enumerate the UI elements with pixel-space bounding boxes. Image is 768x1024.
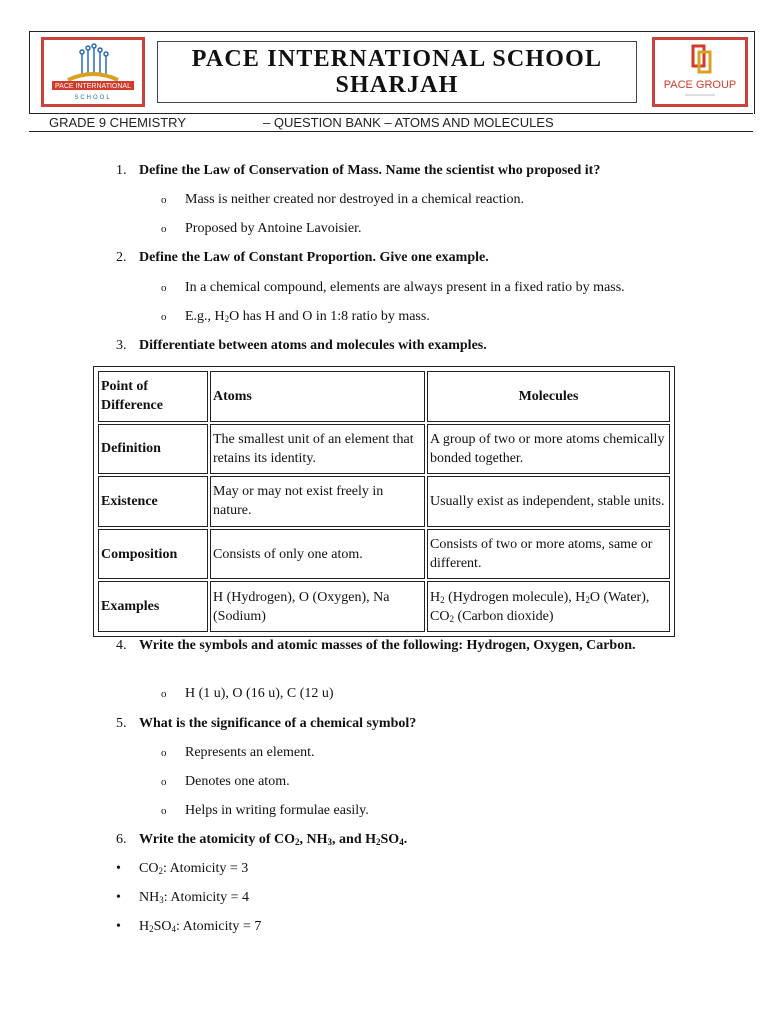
dot-bullet-icon: • (116, 919, 121, 934)
circle-bullet-icon: o (161, 776, 167, 788)
answer-text: $CO_2$: Atomicity = 3 (139, 861, 249, 876)
table-header-row (98, 371, 670, 422)
circle-bullet-icon: o (161, 282, 167, 294)
pace-international-logo (41, 37, 145, 107)
svg-text:PACE INTERNATIONAL: PACE INTERNATIONAL (55, 83, 131, 90)
table-cell: Usually exist as independent, stable units. (427, 476, 670, 527)
school-city: SHARJAH (335, 72, 459, 98)
answer-text: Mass is neither created nor destroyed in a chemical reaction. (185, 192, 524, 207)
question-number: 2. (116, 250, 127, 265)
question-text: Define the Law of Constant Proportion. Give one example. (139, 250, 489, 265)
table-row (98, 581, 670, 632)
answer-text: Helps in writing formulae easily. (185, 803, 369, 818)
question-text: What is the significance of a chemical symbol? (139, 716, 417, 731)
table-header-cell: Point of Difference (98, 371, 208, 422)
question-text: Write the symbols and atomic masses of the following: Hydrogen, Oxygen, Carbon. (139, 638, 636, 653)
svg-text:SCHOOL: SCHOOL (74, 95, 112, 101)
question-text: Write the atomicity of $CO_2$, $NH_3$, and $H_2SO_4$. (139, 832, 408, 847)
circle-bullet-icon: o (161, 747, 167, 759)
circle-bullet-icon: o (161, 194, 167, 206)
table-cell: H (Hydrogen), O (Oxygen), Na (Sodium) (210, 581, 425, 632)
question-text: Define the Law of Conservation of Mass. Name the scientist who proposed it? (139, 163, 601, 178)
circle-bullet-icon: o (161, 223, 167, 235)
question-number: 1. (116, 163, 127, 178)
table-row (98, 529, 670, 580)
grade-label: GRADE 9 CHEMISTRY (49, 115, 187, 130)
answer-text: In a chemical compound, elements are always present in a fixed ratio by mass. (185, 280, 625, 295)
question-number: 3. (116, 338, 127, 353)
table-row (98, 476, 670, 527)
svg-text:PACE GROUP: PACE GROUP (663, 79, 737, 91)
circle-bullet-icon: o (161, 688, 167, 700)
table-cell: The smallest unit of an element that retains its identity. (210, 424, 425, 475)
table-cell: Existence (98, 476, 208, 527)
dot-bullet-icon: • (116, 890, 121, 905)
pace-group-emblem-icon (655, 40, 745, 104)
question-bank-title: – QUESTION BANK – ATOMS AND MOLECULES (263, 115, 554, 130)
question-number: 4. (116, 638, 127, 653)
circle-bullet-icon: o (161, 805, 167, 817)
table-header-cell: Atoms (210, 371, 425, 422)
answer-text: Proposed by Antoine Lavoisier. (185, 221, 362, 236)
answer-text: Represents an element. (185, 745, 315, 760)
table-row (98, 424, 670, 475)
school-emblem-icon (44, 40, 142, 104)
answer-text: H (1 u), O (16 u), C (12 u) (185, 686, 334, 701)
table-cell: May or may not exist freely in nature. (210, 476, 425, 527)
answer-text: $NH_3$: Atomicity = 4 (139, 890, 250, 905)
table-header-cell: Molecules (427, 371, 670, 422)
table-cell: A group of two or more atoms chemically bonded together. (427, 424, 670, 475)
table-cell: $H_2$ (Hydrogen molecule), $H_2O$ (Water), $CO_2$ (Carbon dioxide) (427, 581, 670, 632)
sub-header-bar (29, 113, 753, 132)
table-cell: Definition (98, 424, 208, 475)
answer-text: $H_2SO_4$: Atomicity = 7 (139, 919, 262, 934)
question-text: Differentiate between atoms and molecules with examples. (139, 338, 487, 353)
question-number: 6. (116, 832, 127, 847)
table-cell: Consists of two or more atoms, same or different. (427, 529, 670, 580)
circle-bullet-icon: o (161, 311, 167, 323)
question-number: 5. (116, 716, 127, 731)
table-cell: Consists of only one atom. (210, 529, 425, 580)
pace-group-logo (652, 37, 748, 107)
table-cell: Examples (98, 581, 208, 632)
comparison-table (93, 366, 675, 637)
answer-text: Denotes one atom. (185, 774, 290, 789)
dot-bullet-icon: • (116, 861, 121, 876)
school-name: PACE INTERNATIONAL SCHOOL (191, 46, 603, 72)
school-title-box (157, 41, 637, 103)
answer-text: E.g., $H_2O$ has H and O in 1:8 ratio by mass. (185, 309, 430, 324)
table-cell: Composition (98, 529, 208, 580)
